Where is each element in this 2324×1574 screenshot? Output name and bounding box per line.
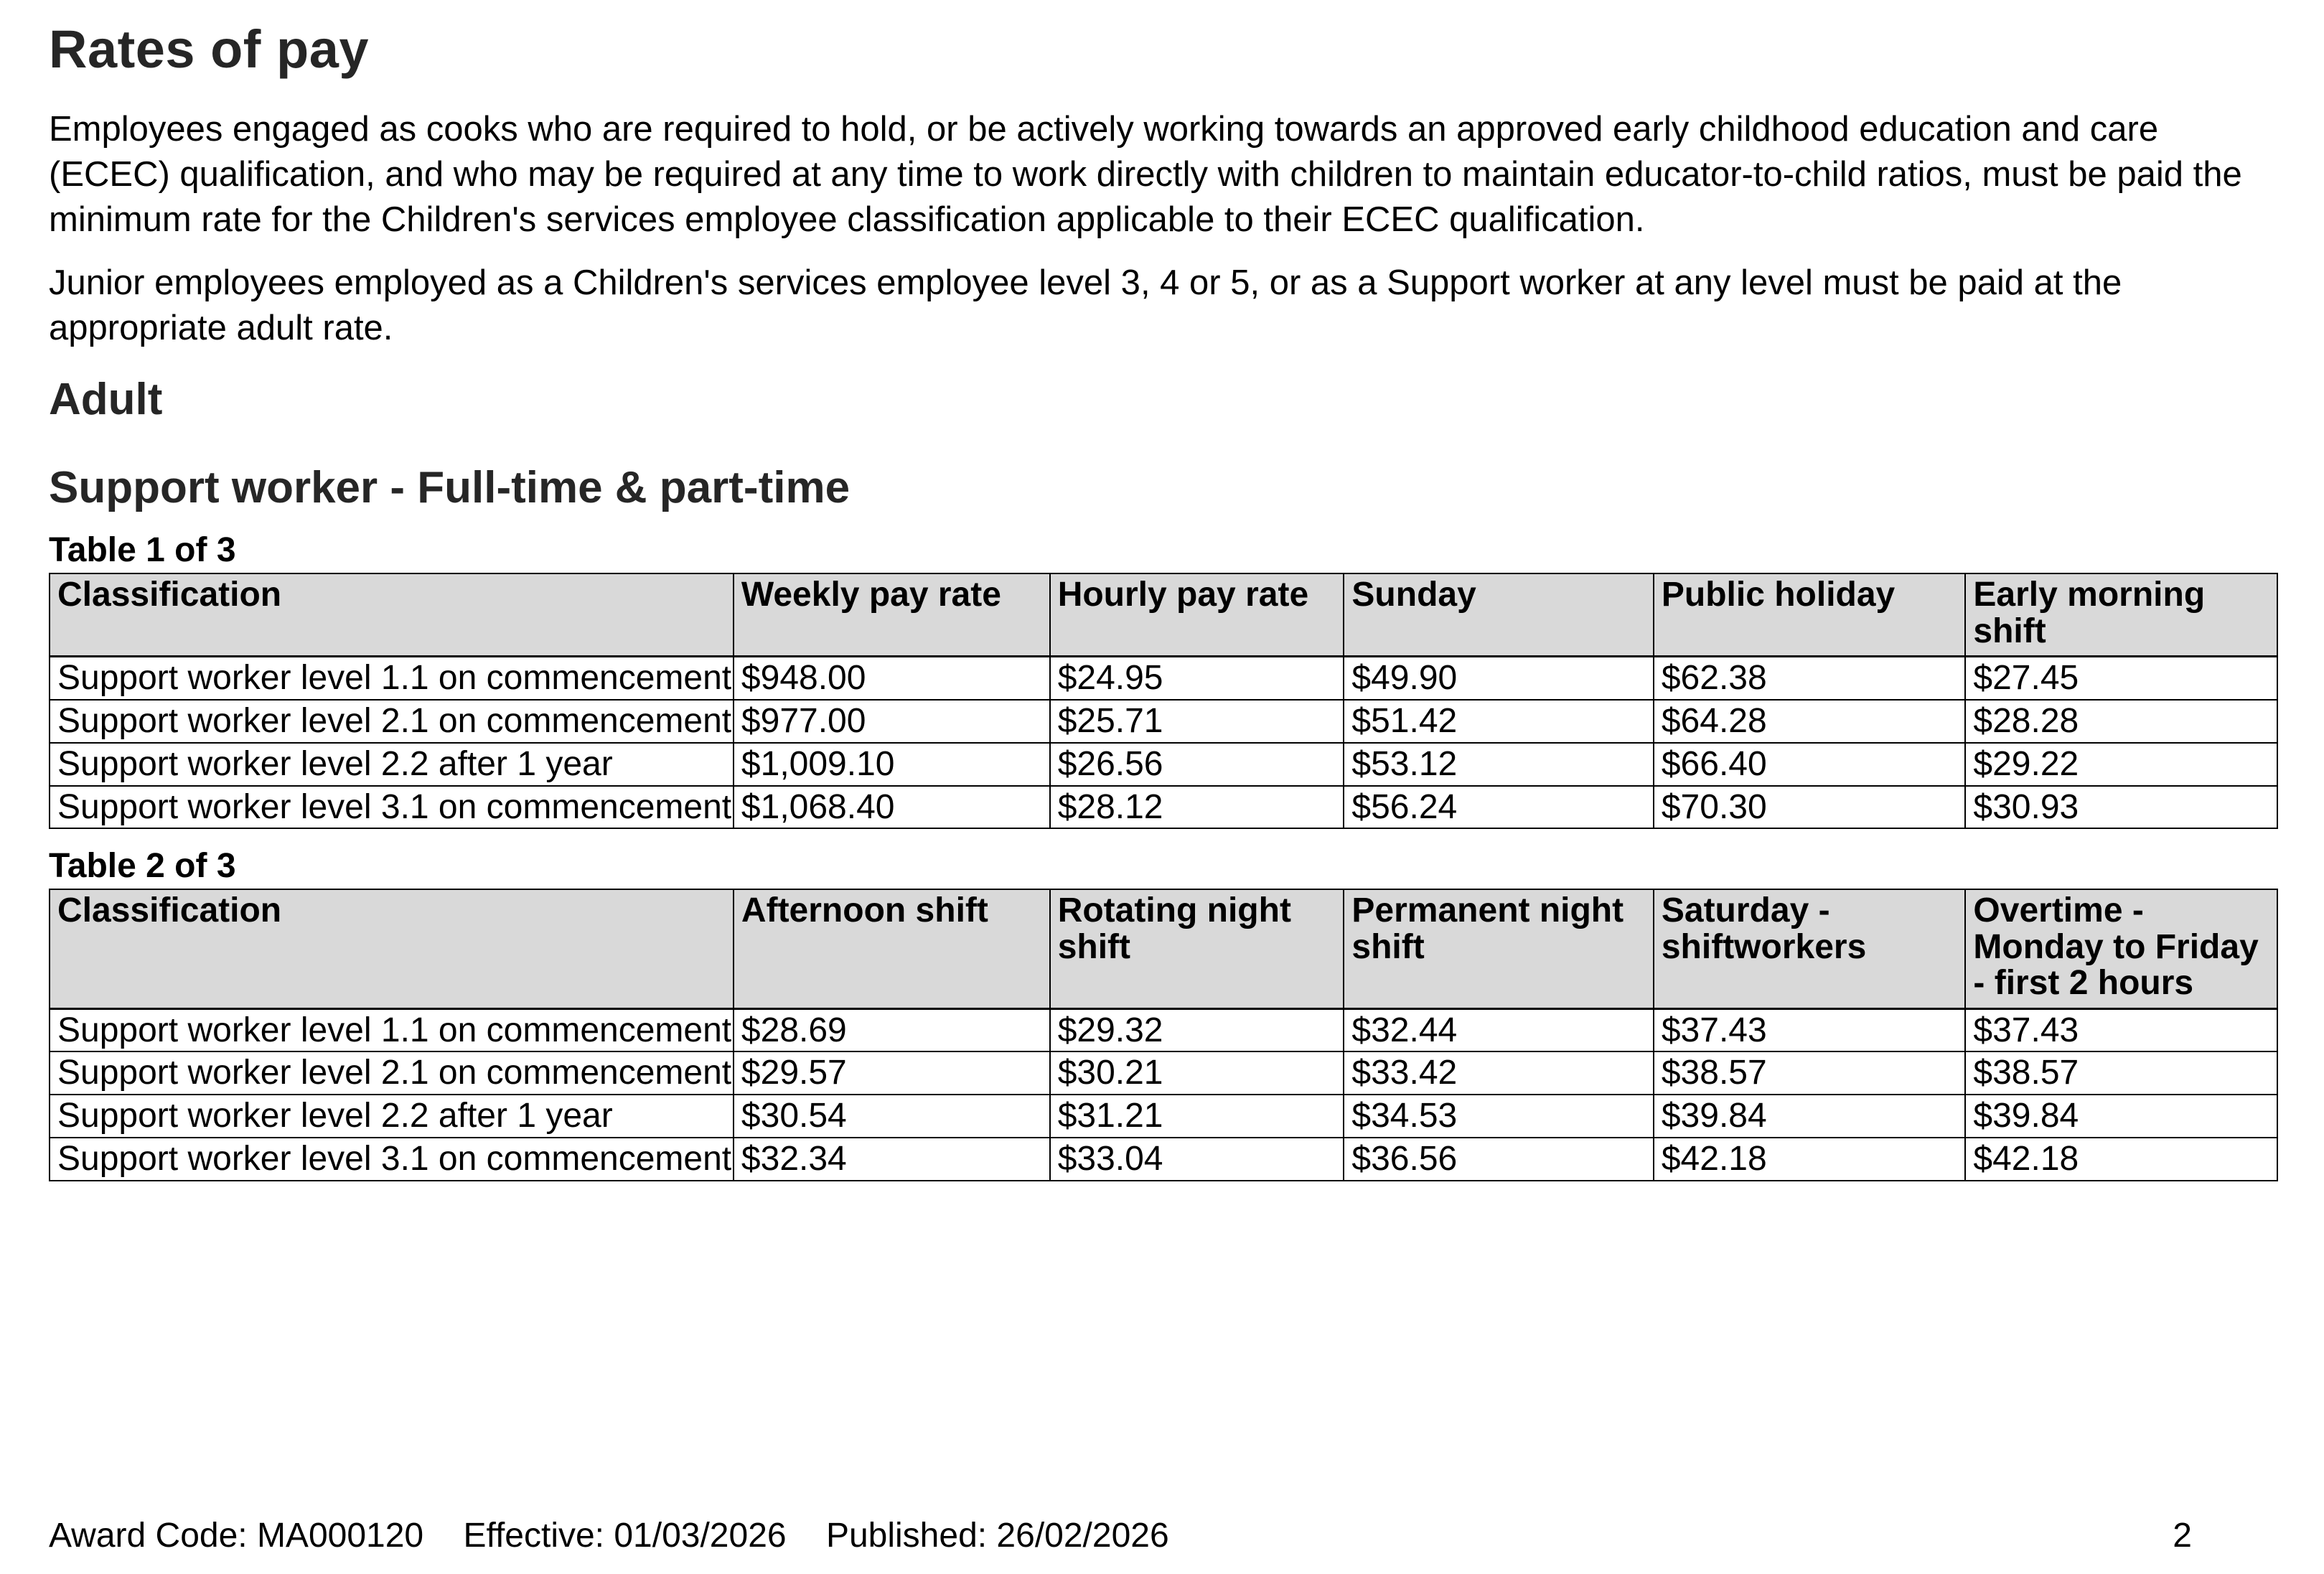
- column-header: Afternoon shift: [734, 889, 1050, 1008]
- rate-cell: $25.71: [1050, 700, 1344, 743]
- page-footer: [49, 1517, 2278, 1555]
- table-row: [50, 743, 2277, 786]
- pay-rates-table-1: [49, 573, 2278, 829]
- classification-cell: Support worker level 2.1 on commencement: [50, 1051, 734, 1095]
- classification-cell: Support worker level 2.1 on commencement: [50, 700, 734, 743]
- rate-cell: $39.84: [1654, 1095, 1966, 1138]
- classification-cell: Support worker level 3.1 on commencement: [50, 1138, 734, 1181]
- rate-cell: $27.45: [1965, 657, 2277, 700]
- column-header: Weekly pay rate: [734, 573, 1050, 656]
- column-header: Classification: [50, 889, 734, 1008]
- effective-date: Effective: 01/03/2026: [463, 1517, 787, 1555]
- table-header-row: [50, 889, 2277, 1008]
- rate-cell: $37.43: [1654, 1008, 1966, 1051]
- rate-cell: $37.43: [1965, 1008, 2277, 1051]
- table-row: [50, 1095, 2277, 1138]
- published-date: Published: 26/02/2026: [825, 1517, 1169, 1555]
- rate-cell: $28.12: [1050, 786, 1344, 829]
- rate-cell: $66.40: [1654, 743, 1966, 786]
- rate-cell: $33.04: [1050, 1138, 1344, 1181]
- rate-cell: $62.38: [1654, 657, 1966, 700]
- rate-cell: $948.00: [734, 657, 1050, 700]
- classification-cell: Support worker level 2.2 after 1 year: [50, 1095, 734, 1138]
- column-header: Overtime - Monday to Friday - first 2 hours: [1965, 889, 2277, 1008]
- rate-cell: $32.44: [1344, 1008, 1653, 1051]
- rate-cell: $29.22: [1965, 743, 2277, 786]
- table-row: [50, 1008, 2277, 1051]
- rate-cell: $977.00: [734, 700, 1050, 743]
- table-row: [50, 700, 2277, 743]
- rate-cell: $32.34: [734, 1138, 1050, 1181]
- classification-cell: Support worker level 1.1 on commencement: [50, 657, 734, 700]
- intro-paragraph-2: Junior employees employed as a Children's services employee level 3, 4 or 5, or as a Support worker at any level must be paid at the appropriate adult rate.: [49, 263, 2122, 347]
- rate-cell: $26.56: [1050, 743, 1344, 786]
- table-header-row: [50, 573, 2277, 656]
- rate-cell: $1,009.10: [734, 743, 1050, 786]
- footer-meta: [49, 1517, 1169, 1555]
- rate-cell: $42.18: [1965, 1138, 2277, 1181]
- rate-cell: $28.69: [734, 1008, 1050, 1051]
- rate-cell: $38.57: [1965, 1051, 2277, 1095]
- table-row: [50, 786, 2277, 829]
- table-2-caption: Table 2 of 3: [49, 847, 236, 886]
- rate-cell: $30.54: [734, 1095, 1050, 1138]
- classification-cell: Support worker level 2.2 after 1 year: [50, 743, 734, 786]
- rate-cell: $64.28: [1654, 700, 1966, 743]
- rate-cell: $70.30: [1654, 786, 1966, 829]
- rate-cell: $42.18: [1654, 1138, 1966, 1181]
- award-code: Award Code: MA000120: [49, 1517, 424, 1555]
- column-header: Sunday: [1344, 573, 1653, 656]
- rate-cell: $29.32: [1050, 1008, 1344, 1051]
- rate-cell: $30.21: [1050, 1051, 1344, 1095]
- classification-cell: Support worker level 1.1 on commencement: [50, 1008, 734, 1051]
- column-header: Public holiday: [1654, 573, 1966, 656]
- column-header: Classification: [50, 573, 734, 656]
- rate-cell: $49.90: [1344, 657, 1653, 700]
- table-row: [50, 1051, 2277, 1095]
- rate-cell: $30.93: [1965, 786, 2277, 829]
- rate-cell: $29.57: [734, 1051, 1050, 1095]
- rate-cell: $51.42: [1344, 700, 1653, 743]
- column-header: Permanent night shift: [1344, 889, 1653, 1008]
- rate-cell: $53.12: [1344, 743, 1653, 786]
- intro-paragraph-1: Employees engaged as cooks who are required to hold, or be actively working towards an approved early childhood education and care (ECEC) qualification, and who may be required at any time to work directly with children to maintain educator-to-child ratios, must be paid the minimum rate for the Children's services employee classification applicable to their ECEC qualification.: [49, 110, 2242, 239]
- rate-cell: $31.21: [1050, 1095, 1344, 1138]
- rate-cell: $34.53: [1344, 1095, 1653, 1138]
- table-row: [50, 1138, 2277, 1181]
- rate-cell: $36.56: [1344, 1138, 1653, 1181]
- classification-cell: Support worker level 3.1 on commencement: [50, 786, 734, 829]
- rate-cell: $39.84: [1965, 1095, 2277, 1138]
- pay-rates-table-2: [49, 889, 2278, 1181]
- rate-cell: $24.95: [1050, 657, 1344, 700]
- column-header: Rotating night shift: [1050, 889, 1344, 1008]
- column-header: Early morning shift: [1965, 573, 2277, 656]
- table-1-caption: Table 1 of 3: [49, 531, 236, 570]
- column-header: Saturday - shiftworkers: [1654, 889, 1966, 1008]
- rate-cell: $38.57: [1654, 1051, 1966, 1095]
- column-header: Hourly pay rate: [1050, 573, 1344, 656]
- page-title: Rates of pay: [49, 19, 370, 79]
- page-number: 2: [2173, 1517, 2192, 1555]
- rate-cell: $56.24: [1344, 786, 1653, 829]
- rate-cell: $28.28: [1965, 700, 2277, 743]
- section-heading-adult: Adult: [49, 374, 163, 424]
- table-row: [50, 657, 2277, 700]
- subsection-heading-support-worker: Support worker - Full-time & part-time: [49, 462, 851, 512]
- rate-cell: $33.42: [1344, 1051, 1653, 1095]
- rate-cell: $1,068.40: [734, 786, 1050, 829]
